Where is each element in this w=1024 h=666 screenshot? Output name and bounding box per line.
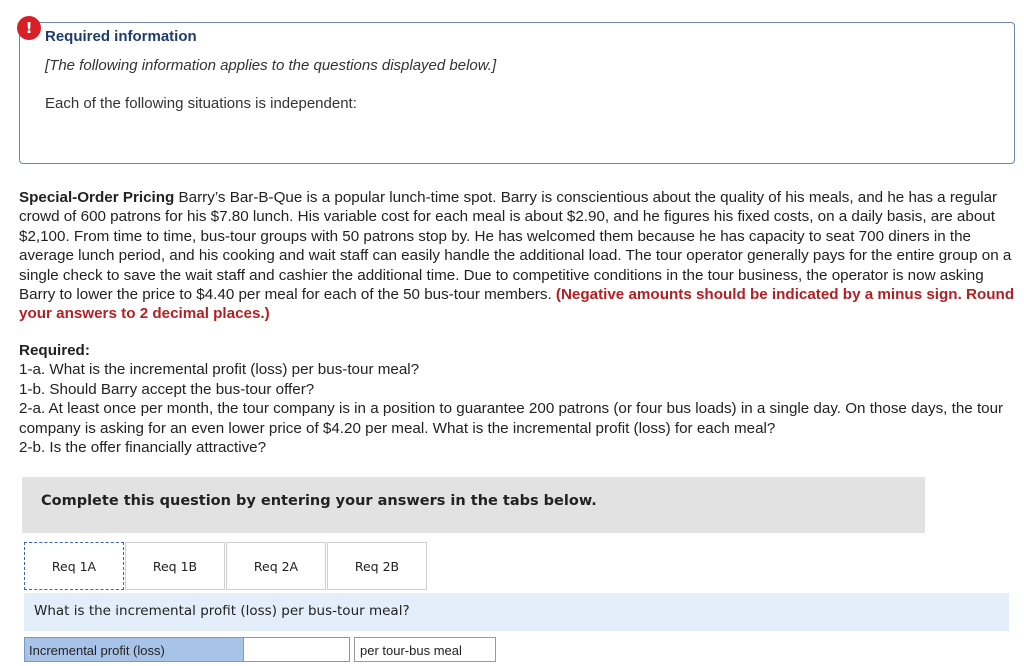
instruction-text: Complete this question by entering your answers in the tabs below. bbox=[41, 493, 597, 509]
incremental-profit-input[interactable] bbox=[244, 637, 350, 662]
required-section bbox=[19, 341, 1019, 457]
answer-label: Incremental profit (loss) bbox=[24, 637, 244, 662]
required-item-2a: 2-a. At least once per month, the tour company is in a position to guarantee 200 patrons (or four bus loads) in a single day. On those days, the tour company is asking for an even lower price of $4.20 per meal. What is the incremental profit (loss) for each meal? bbox=[19, 400, 1004, 437]
problem-instructions: (Negative amounts should be indicated by a minus sign. Round your answers to 2 decimal places.) bbox=[19, 286, 1015, 323]
tab-req-2a[interactable]: Req 2A bbox=[226, 542, 326, 590]
info-text: Each of the following situations is independent: bbox=[45, 95, 357, 112]
problem-heading: Special-Order Pricing bbox=[19, 189, 175, 206]
info-note: [The following information applies to the questions displayed below.] bbox=[45, 57, 497, 74]
answer-row bbox=[24, 637, 496, 662]
problem-body: Barry’s Bar-B-Que is a popular lunch-time spot. Barry is conscientious about the quality of his meals, and he has a regular crowd of 600 patrons for his $7.80 lunch. His variable cost for each meal is about $2.90, and he figures his fixed costs, on a daily basis, are about $2,100. From time to time, bus-tour groups with 50 patrons stop by. He has welcomed them because he has capacity to seat 700 diners in the average lunch period, and his cooking and wait staff can easily handle the additional load. The tour operator generally pays for the entire group on a single check to save the wait staff and cashier the additional time. Due to competitive conditions in the tour business, the operator is now asking Barry to lower the price to $4.40 per meal for each of the 50 bus-tour members. bbox=[19, 189, 1012, 304]
required-item-2b: 2-b. Is the offer financially attractive? bbox=[19, 439, 267, 457]
problem-statement bbox=[19, 188, 1019, 324]
requirement-tabs bbox=[24, 542, 428, 592]
required-item-1a: 1-a. What is the incremental profit (loss) per bus-tour meal? bbox=[19, 361, 420, 379]
tab-req-2b[interactable]: Req 2B bbox=[327, 542, 427, 590]
alert-icon: ! bbox=[17, 16, 41, 40]
instruction-bar bbox=[22, 477, 925, 533]
question-panel bbox=[24, 593, 1009, 631]
tab-req-1a[interactable]: Req 1A bbox=[24, 542, 124, 590]
question-text: What is the incremental profit (loss) per bus-tour meal? bbox=[34, 603, 410, 619]
answer-unit: per tour-bus meal bbox=[354, 637, 496, 662]
info-title: Required information bbox=[45, 28, 197, 45]
required-item-1b: 1-b. Should Barry accept the bus-tour offer? bbox=[19, 380, 315, 398]
required-heading: Required: bbox=[19, 342, 90, 359]
tab-req-1b[interactable]: Req 1B bbox=[125, 542, 225, 590]
